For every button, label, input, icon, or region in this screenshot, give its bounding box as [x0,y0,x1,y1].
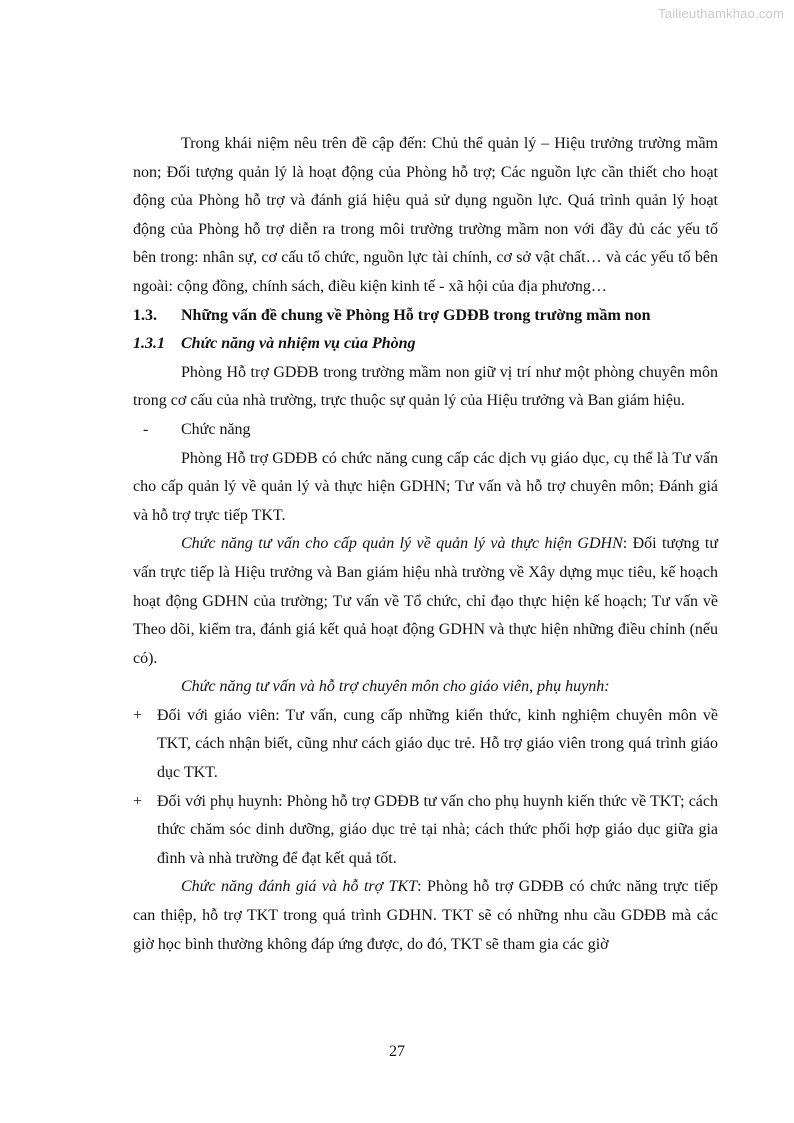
dash-bullet: - [143,420,149,438]
plus-list-item-teachers [133,702,718,788]
plus-list-item-parents [133,788,718,874]
subsection-number: 1.3.1 [133,335,165,353]
page-number: 27 [389,1043,405,1060]
paragraph-assessment-support [133,873,718,959]
paragraph-body: : Đối tượng tư vấn trực tiếp là Hiệu trưởng và Ban giám hiệu nhà trường về Xây dựng mục tiêu, kế hoạch hoạt động GDHN của trường; Tư vấn về Tổ chức, chỉ đạo thực hiện kế hoạch; Tư vấn về Theo dõi, kiểm tra, đánh giá kết quả hoạt động GDHN và thực hiện những điều chỉnh (nếu có). [133,535,719,667]
section-heading-1-3 [133,302,718,331]
paragraph-management-consulting [133,530,718,673]
italic-lead: Chức năng tư vấn cho cấp quản lý về quản lý và thực hiện GDHN [181,535,623,553]
plus-bullet: + [133,706,143,724]
paragraph-functions-overview: Phòng Hỗ trợ GDĐB có chức năng cung cấp các dịch vụ giáo dục, cụ thể là Tư vấn cho cấp quản lý về quản lý và thực hiện GDHN; Tư vấn và hỗ trợ chuyên môn; Đánh giá và hỗ trợ trực tiếp TKT. [133,449,718,524]
plus-bullet: + [133,792,143,810]
subsection-heading-1-3-1 [133,330,718,359]
document-body [133,130,718,959]
paragraph-body: : Phòng hỗ trợ GDĐB có chức năng trực tiếp can thiệp, hỗ trợ TKT trong quá trình GDHN. TKT sẽ có những nhu cầu GDĐB mà các giờ học bình thường không đáp ứng được, do đó, TKT sẽ tham gia các giờ [133,878,719,953]
dash-item-label: Chức năng [181,420,251,438]
subsection-title: Chức năng và nhiệm vụ của Phòng [181,335,416,353]
section-number: 1.3. [133,306,157,324]
plus-item-text: Đối với giáo viên: Tư vấn, cung cấp những kiến thức, kinh nghiệm chuyên môn về TKT, cách nhận biết, cũng như cách giáo dục trẻ. Hỗ trợ giáo viên trong quá trình giáo dục TKT. [157,706,718,782]
italic-lead: Chức năng tư vấn và hỗ trợ chuyên môn cho giáo viên, phụ huynh: [181,678,610,696]
paragraph-room-position: Phòng Hỗ trợ GDĐB trong trường mầm non giữ vị trí như một phòng chuyên môn trong cơ cấu của nhà trường, trực thuộc sự quản lý của Hiệu trưởng và Ban giám hiệu. [133,363,718,410]
dash-list-item-function [133,416,718,445]
paragraph-professional-support-lead [133,673,718,702]
plus-item-text: Đối với phụ huynh: Phòng hỗ trợ GDĐB tư vấn cho phụ huynh kiến thức về TKT; cách thức chăm sóc dinh dưỡng, giáo dục trẻ tại nhà; cách thức phối hợp giáo dục giữa gia đình và nhà trường để đạt kết quả tốt. [157,792,718,867]
watermark: Tailieuthamkhao.com [658,6,784,21]
section-title: Những vấn đề chung về Phòng Hỗ trợ GDĐB trong trường mầm non [181,306,651,324]
paragraph-management-concept: Trong khái niệm nêu trên đề cập đến: Chủ thể quản lý – Hiệu trưởng trường mầm non; Đối tượng quản lý là hoạt động của Phòng hỗ trợ; Các nguồn lực cần thiết cho hoạt động của Phòng hỗ trợ và đánh giá hiệu quả sử dụng nguồn lực. Quá trình quản lý hoạt động của Phòng hỗ trợ diễn ra trong môi trường trường mầm non với đầy đủ các yếu tố bên trong: nhân sự, cơ cấu tổ chức, nguồn lực tài chính, cơ sở vật chất… và các yếu tố bên ngoài: cộng đồng, chính sách, điều kiện kinh tế - xã hội của địa phương… [133,135,718,295]
italic-lead: Chức năng đánh giá và hỗ trợ TKT [181,878,418,896]
